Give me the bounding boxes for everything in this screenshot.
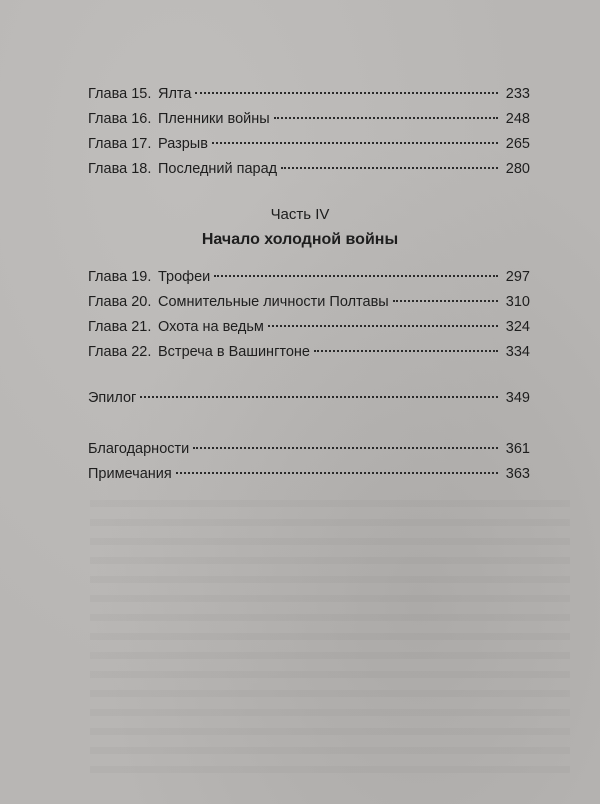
page-number: 297 — [505, 269, 530, 285]
toc-entry[interactable] — [88, 340, 530, 365]
toc-entry[interactable] — [88, 107, 530, 132]
page-number: 265 — [505, 136, 530, 152]
leader-dots — [274, 117, 498, 119]
leader-dots — [140, 396, 498, 398]
chapter-number: Глава 22. — [88, 344, 152, 360]
toc-entry-epilogue[interactable] — [88, 386, 530, 411]
leader-dots — [193, 447, 498, 449]
page-number: 363 — [505, 466, 530, 482]
chapter-number: Глава 16. — [88, 111, 152, 127]
chapter-number: Глава 18. — [88, 161, 152, 177]
backmatter-title: Примечания — [88, 466, 172, 482]
toc-entry[interactable] — [88, 265, 530, 290]
part-title: Начало холодной войны — [201, 231, 399, 248]
page-number: 233 — [505, 86, 530, 102]
toc-section-backmatter — [88, 437, 530, 487]
chapter-title: Встреча в Вашингтоне — [158, 344, 310, 360]
leader-dots — [268, 325, 498, 327]
leader-dots — [393, 300, 498, 302]
page-number: 324 — [505, 319, 530, 335]
chapter-title: Трофеи — [158, 269, 211, 285]
page-number: 248 — [505, 111, 530, 127]
chapter-number: Глава 15. — [88, 86, 152, 102]
chapter-number: Глава 20. — [88, 294, 152, 310]
page-number: 361 — [505, 441, 530, 457]
chapter-number: Глава 21. — [88, 319, 152, 335]
bleed-through-texture — [90, 500, 570, 780]
toc-entry[interactable] — [88, 132, 530, 157]
leader-dots — [214, 275, 498, 277]
page-number: 280 — [505, 161, 530, 177]
leader-dots — [314, 350, 498, 352]
toc-entry[interactable] — [88, 290, 530, 315]
leader-dots — [176, 472, 498, 474]
toc-entry[interactable] — [88, 315, 530, 340]
chapter-title: Последний парад — [158, 161, 278, 177]
toc-entry-acknowledgements[interactable] — [88, 437, 530, 462]
page-number: 349 — [505, 390, 530, 406]
toc-section-part4 — [88, 265, 530, 365]
toc-entry-notes[interactable] — [88, 462, 530, 487]
chapter-title: Пленники войны — [158, 111, 270, 127]
chapter-number: Глава 17. — [88, 136, 152, 152]
toc-entry[interactable] — [88, 82, 530, 107]
chapter-title: Сомнительные личности Полтавы — [158, 294, 389, 310]
toc-section-epilogue — [88, 386, 530, 411]
leader-dots — [281, 167, 498, 169]
part-label: Часть IV — [270, 206, 330, 223]
page-number: 310 — [505, 294, 530, 310]
toc-entry[interactable] — [88, 157, 530, 182]
chapter-number: Глава 19. — [88, 269, 152, 285]
leader-dots — [195, 92, 498, 94]
page-number: 334 — [505, 344, 530, 360]
backmatter-title: Благодарности — [88, 441, 190, 457]
epilogue-title: Эпилог — [88, 390, 137, 406]
chapter-title: Охота на ведьм — [158, 319, 264, 335]
toc-section-part3-end — [88, 82, 530, 182]
chapter-title: Разрыв — [158, 136, 208, 152]
chapter-title: Ялта — [158, 86, 192, 102]
leader-dots — [212, 142, 498, 144]
